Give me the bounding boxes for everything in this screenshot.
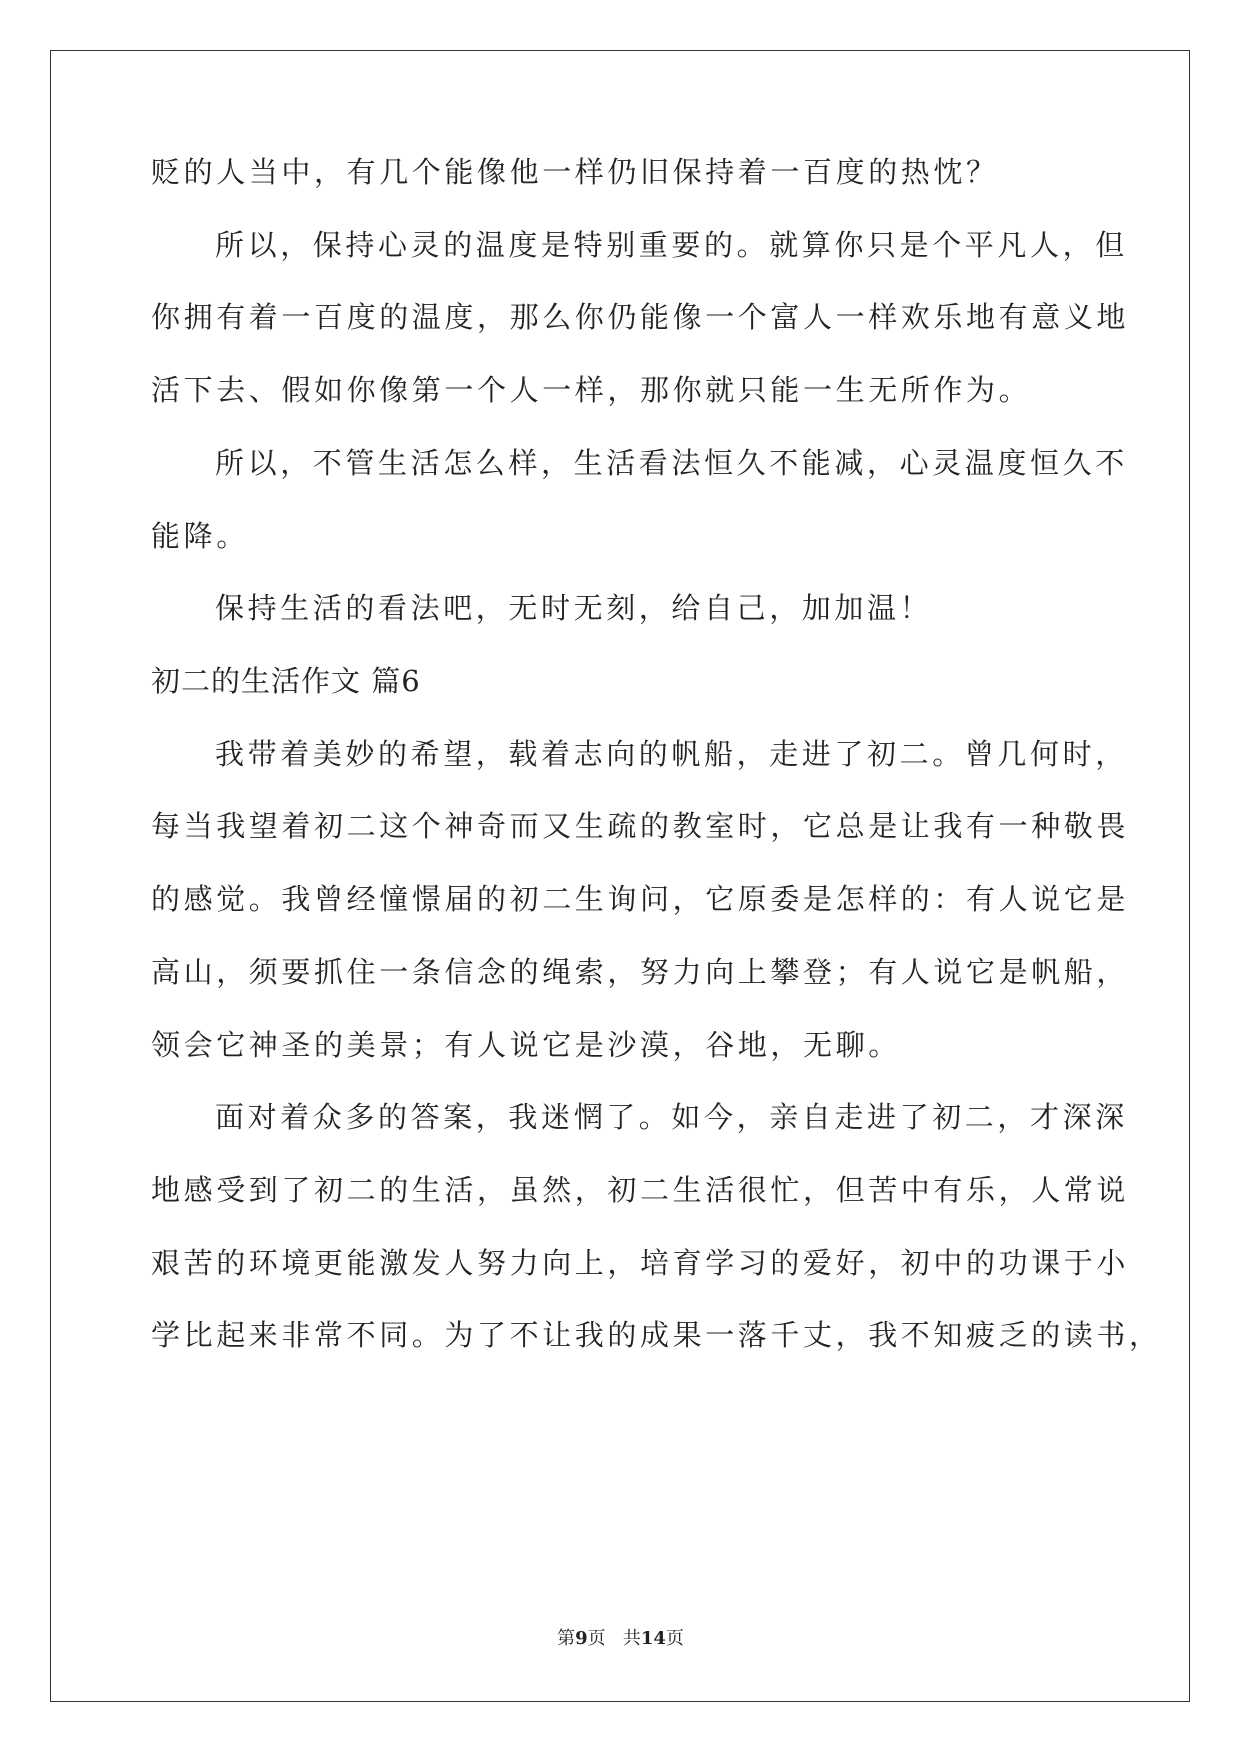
page-number: 9	[575, 1628, 588, 1649]
page-suffix: 页	[587, 1628, 606, 1649]
text-line: 地感受到了初二的生活，虽然，初二生活很忙，但苦中有乐，人常说	[151, 1173, 1130, 1207]
text-line: 的感觉。我曾经憧憬届的初二生询问，它原委是怎样的：有人说它是	[151, 882, 1130, 916]
text-line: 活下去、假如你像第一个人一样，那你就只能一生无所作为。	[151, 373, 1032, 407]
text-line: 能降。	[151, 519, 249, 553]
text-line: 艰苦的环境更能激发人努力向上，培育学习的爱好，初中的功课于小	[151, 1246, 1130, 1280]
text-line: 每当我望着初二这个神奇而又生疏的教室时，它总是让我有一种敬畏	[151, 809, 1130, 843]
section-heading: 初二的生活作文 篇6	[151, 664, 421, 698]
paragraph-line: 保持生活的看法吧，无时无刻，给自己，加加温！	[215, 591, 933, 625]
text-line: 你拥有着一百度的温度，那么你仍能像一个富人一样欢乐地有意义地	[151, 300, 1130, 334]
total-prefix: 共	[622, 1628, 641, 1649]
page-prefix: 第	[557, 1628, 576, 1649]
total-pages: 14	[640, 1628, 666, 1649]
paragraph-line: 所以，不管生活怎么样，生活看法恒久不能减，心灵温度恒久不	[215, 446, 1128, 480]
footer-gap	[606, 1628, 623, 1649]
paragraph-line: 我带着美妙的希望，载着志向的帆船，走进了初二。曾几何时，	[215, 737, 1128, 771]
text-line: 贬的人当中，有几个能像他一样仍旧保持着一百度的热忱？	[151, 155, 999, 189]
total-suffix: 页	[665, 1628, 684, 1649]
text-line: 高山，须要抓住一条信念的绳索，努力向上攀登；有人说它是帆船，	[151, 955, 1130, 989]
text-line: 领会它神圣的美景；有人说它是沙漠，谷地，无聊。	[151, 1028, 901, 1062]
paragraph-line: 所以，保持心灵的温度是特别重要的。就算你只是个平凡人，但	[215, 228, 1128, 262]
paragraph-line: 面对着众多的答案，我迷惘了。如今，亲自走进了初二，才深深	[215, 1100, 1128, 1134]
text-line: 学比起来非常不同。为了不让我的成果一落千丈，我不知疲乏的读书，	[151, 1318, 1162, 1352]
page-footer	[0, 1627, 1241, 1651]
